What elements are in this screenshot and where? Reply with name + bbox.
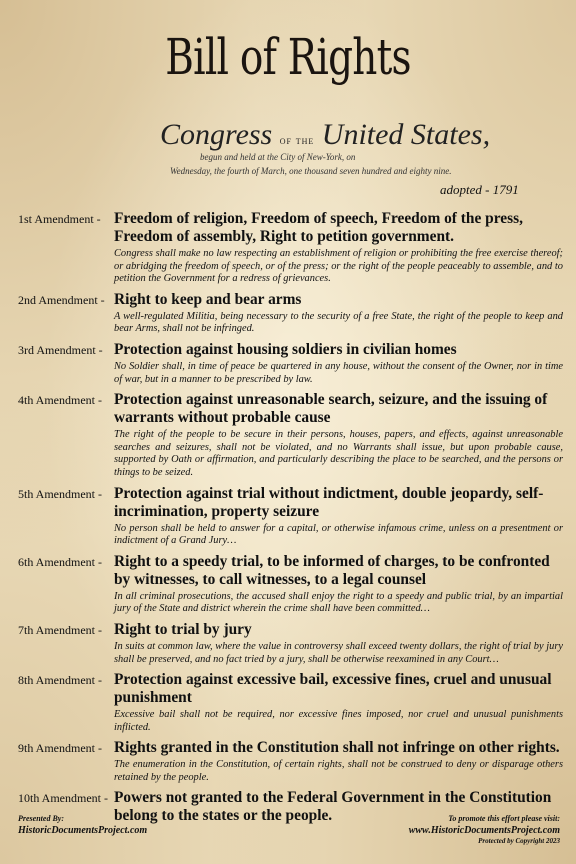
amendment-label: 6th Amendment -: [18, 554, 102, 569]
amendment-text: No person shall be held to answer for a capital, or otherwise infamous crime, unless on a presentment or indictment of a Grand Jury…: [114, 522, 563, 547]
amendment-text: A well-regulated Militia, being necessary to the security of a free State, the right of the people to keep and bear Arms, shall not be infringed.: [114, 310, 563, 335]
congress-united-states: United States,: [321, 118, 491, 151]
footer-presented-by: [18, 814, 147, 836]
amendment-label: 10th Amendment -: [18, 791, 108, 806]
amendment-label: 7th Amendment -: [18, 622, 102, 637]
amendment-heading: Freedom of religion, Freedom of speech, Freedom of the press, Freedom of assembly, Right to petition government.: [114, 210, 523, 245]
begun-line: begun and held at the City of New-York, on: [200, 152, 356, 162]
amendment-8: [18, 671, 563, 734]
amendment-9: [18, 739, 563, 784]
amendment-heading: Powers not granted to the Federal Government in the Constitution belong to the states or the people.: [114, 789, 552, 825]
wednesday-line: Wednesday, the fourth of March, one thousand seven hundred and eighty nine.: [170, 166, 452, 176]
amendment-heading: Protection against housing soldiers in civilian homes: [114, 340, 457, 358]
amendment-heading: Right to trial by jury: [114, 620, 252, 638]
adopted-date: adopted - 1791: [440, 182, 519, 197]
amendment-text: In all criminal prosecutions, the accused shall enjoy the right to a speedy and public trial, by an impartial jury of the State and district wherein the crime shall have been committed…: [114, 590, 563, 615]
amendment-4: [18, 391, 563, 479]
amendment-text: In suits at common law, where the value in controversy shall exceed twenty dollars, the right of trial by jury shall be preserved, and no fact tried by a jury, shall be otherwise reexamined in any Court…: [114, 640, 563, 665]
amendment-2: [18, 291, 563, 336]
amendment-heading: Protection against unreasonable search, seizure, and the issuing of warrants without probable cause: [114, 391, 548, 427]
amendment-7: [18, 621, 563, 666]
congress-heading: [160, 118, 490, 152]
amendment-label: 9th Amendment -: [18, 741, 102, 756]
presented-by-link[interactable]: HistoricDocumentsProject.com: [18, 825, 148, 836]
amendments-list: [18, 210, 563, 830]
amendment-5: [18, 485, 563, 548]
amendment-1: [18, 210, 563, 286]
amendment-heading: Protection against trial without indictment, double jeopardy, self-incrimination, property seizure: [114, 484, 544, 520]
promote-link[interactable]: www.HistoricDocumentsProject.com: [408, 825, 560, 836]
congress-of-the: of the: [279, 135, 315, 147]
congress-word: Congress: [160, 118, 273, 151]
amendment-text: The right of the people to be secure in their persons, houses, papers, and effects, against unreasonable searches and seizures, shall not be violated, and no Warrants shall issue, but upon probable cause, supported by Oath or affirmation, and particularly describing the place to be searched, and the persons or things to be seized.: [114, 429, 563, 478]
amendment-label: 8th Amendment -: [18, 673, 102, 688]
amendment-heading: Rights granted in the Constitution shall not infringe on other rights.: [114, 739, 560, 757]
amendment-3: [18, 341, 563, 386]
amendment-6: [18, 553, 563, 616]
amendment-label: 1st Amendment -: [18, 212, 101, 226]
page-title: Bill of Rights: [165, 28, 411, 86]
promote-label: To promote this effort please visit:: [448, 814, 560, 823]
amendment-label: 5th Amendment -: [18, 486, 102, 501]
amendment-text: Congress shall make no law respecting an establishment of religion or prohibiting the free exercise thereof; or abridging the freedom of speech, or of the press; or the right of the people peaceably to assemble, and to petition the Government for a redress of grievances.: [114, 248, 563, 285]
amendment-label: 2nd Amendment -: [18, 292, 105, 307]
copyright-notice: Protected by Copyright 2023: [478, 837, 560, 845]
amendment-text: No Soldier shall, in time of peace be quartered in any house, without the consent of the Owner, nor in time of war, but in a manner to be prescribed by law.: [114, 360, 563, 385]
amendment-text: Excessive bail shall not be required, nor excessive fines imposed, nor cruel and unusual punishments inflicted.: [114, 709, 563, 733]
amendment-heading: Right to a speedy trial, to be informed of charges, to be confronted by witnesses, to call witnesses, to a legal counsel: [114, 552, 550, 588]
amendment-heading: Protection against excessive bail, excessive fines, cruel and unusual punishment: [114, 671, 552, 707]
presented-by-label: Presented By:: [18, 814, 64, 823]
amendment-heading: Right to keep and bear arms: [114, 290, 302, 308]
amendment-label: 3rd Amendment -: [18, 342, 103, 357]
footer-promote: [409, 814, 560, 845]
amendment-label: 4th Amendment -: [18, 393, 102, 408]
amendment-text: The enumeration in the Constitution, of certain rights, shall not be construed to deny or disparage others retained by the people.: [114, 759, 563, 783]
